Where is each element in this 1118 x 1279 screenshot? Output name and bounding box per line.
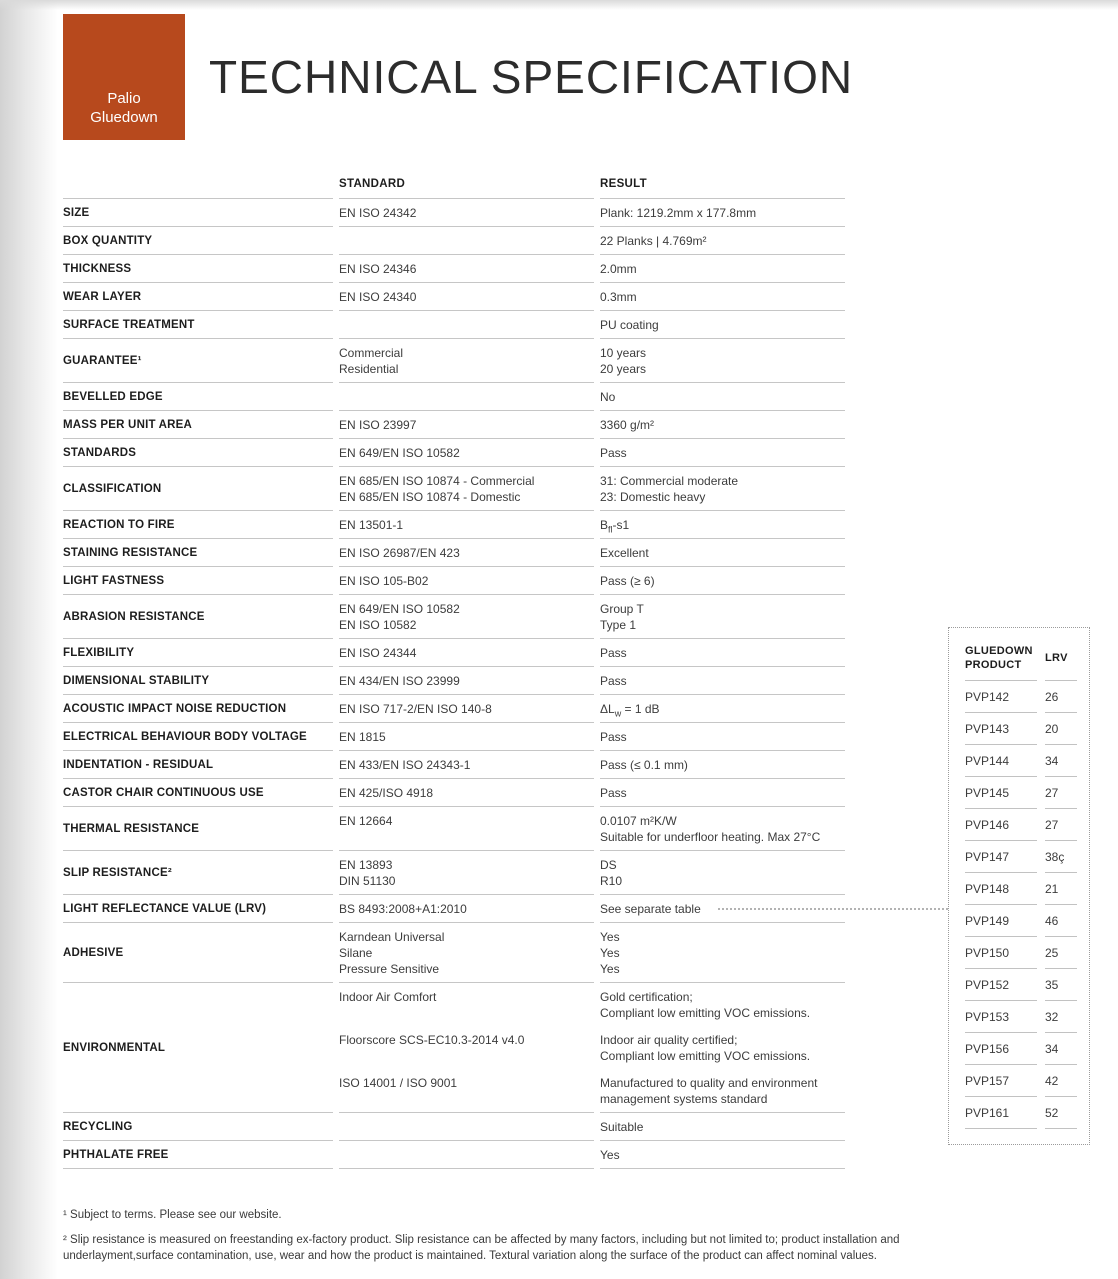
standard-value: Residential — [339, 362, 399, 376]
result-value: See separate table — [600, 902, 701, 916]
lrv-value: 38ç — [1045, 841, 1077, 873]
lrv-row — [965, 681, 1077, 713]
standard-value: Floorscore SCS-EC10.3-2014 v4.0 — [339, 1033, 525, 1047]
result-cell — [600, 1113, 845, 1141]
lrv-value: 27 — [1045, 777, 1077, 809]
spec-row-label: FLEXIBILITY — [63, 639, 333, 667]
lrv-product: PVP157 — [965, 1065, 1037, 1097]
result-value: Manufactured to quality and environment — [600, 1076, 818, 1090]
lrv-value: 25 — [1045, 937, 1077, 969]
standard-cell — [339, 1141, 594, 1169]
standard-value: ISO 14001 / ISO 9001 — [339, 1076, 458, 1090]
spec-row-label: REACTION TO FIRE — [63, 511, 333, 539]
page-title: TECHNICAL SPECIFICATION — [209, 51, 854, 103]
spec-row — [63, 467, 845, 511]
spec-row — [63, 639, 845, 667]
result-value: Compliant low emitting VOC emissions. — [600, 1049, 811, 1063]
lrv-row — [965, 969, 1077, 1001]
spec-row-label: ELECTRICAL BEHAVIOUR BODY VOLTAGE — [63, 723, 333, 751]
spec-row — [63, 895, 845, 923]
spec-row-label: SLIP RESISTANCE² — [63, 851, 333, 895]
lrv-value: 35 — [1045, 969, 1077, 1001]
standard-value: EN ISO 24340 — [339, 290, 417, 304]
result-value: 0.3mm — [600, 290, 637, 304]
spec-header-standard: STANDARD — [339, 176, 594, 199]
lrv-row — [965, 713, 1077, 745]
standard-value: EN ISO 26987/EN 423 — [339, 546, 460, 560]
result-cell — [600, 439, 845, 467]
result-value: 10 years — [600, 346, 647, 360]
standard-cell — [339, 851, 594, 895]
standard-value: Karndean Universal — [339, 930, 445, 944]
lrv-row — [965, 905, 1077, 937]
result-value: Yes — [600, 946, 620, 960]
result-value: Pass — [600, 446, 627, 460]
spec-row — [63, 751, 845, 779]
spec-row — [63, 255, 845, 283]
spec-row — [63, 779, 845, 807]
result-cell — [600, 807, 845, 851]
lrv-product: PVP152 — [965, 969, 1037, 1001]
result-value: Pass — [600, 786, 627, 800]
result-value: Gold certification; — [600, 990, 693, 1004]
spec-row-label: WEAR LAYER — [63, 283, 333, 311]
result-value: Indoor air quality certified; — [600, 1033, 738, 1047]
result-cell — [600, 751, 845, 779]
result-cell — [600, 255, 845, 283]
result-value: 22 Planks | 4.769m² — [600, 234, 707, 248]
result-value: Compliant low emitting VOC emissions. — [600, 1006, 811, 1020]
lrv-value: 52 — [1045, 1097, 1077, 1129]
standard-cell — [339, 667, 594, 695]
result-cell — [600, 983, 845, 1026]
lrv-product: PVP153 — [965, 1001, 1037, 1033]
standard-cell — [339, 695, 594, 723]
result-cell — [600, 199, 845, 227]
standard-value: EN 434/EN ISO 23999 — [339, 674, 460, 688]
standard-cell — [339, 723, 594, 751]
spec-row — [63, 199, 845, 227]
lrv-row — [965, 1065, 1077, 1097]
lrv-header-lrv: LRV — [1045, 640, 1077, 681]
spec-row-label: LIGHT FASTNESS — [63, 567, 333, 595]
standard-cell — [339, 539, 594, 567]
standard-value: EN 1815 — [339, 730, 386, 744]
page-edge-shade-top — [0, 0, 1118, 10]
result-cell — [600, 1026, 845, 1069]
footnote-1: ¹ Subject to terms. Please see our website. — [63, 1209, 282, 1221]
spec-row-label: THERMAL RESISTANCE — [63, 807, 333, 851]
result-value: Type 1 — [600, 618, 637, 632]
result-cell — [600, 567, 845, 595]
lrv-value: 34 — [1045, 745, 1077, 777]
spec-row — [63, 567, 845, 595]
spec-table — [63, 176, 845, 1169]
lrv-product: PVP148 — [965, 873, 1037, 905]
lrv-row — [965, 809, 1077, 841]
result-value: Yes — [600, 962, 620, 976]
standard-cell — [339, 1113, 594, 1141]
standard-cell — [339, 1069, 594, 1113]
result-value: No — [600, 390, 616, 404]
spec-row — [63, 439, 845, 467]
standard-cell — [339, 411, 594, 439]
lrv-value: 42 — [1045, 1065, 1077, 1097]
result-cell — [600, 227, 845, 255]
spec-table-body — [63, 199, 845, 1169]
standard-value: EN 425/ISO 4918 — [339, 786, 434, 800]
spec-row-label: ABRASION RESISTANCE — [63, 595, 333, 639]
standard-cell — [339, 983, 594, 1026]
result-value: Pass — [600, 674, 627, 688]
standard-value: EN ISO 24346 — [339, 262, 417, 276]
standard-cell — [339, 311, 594, 339]
spec-row — [63, 511, 845, 539]
standard-value: EN 649/EN ISO 10582 — [339, 446, 460, 460]
standard-cell — [339, 339, 594, 383]
standard-value: EN ISO 105-B02 — [339, 574, 429, 588]
standard-cell — [339, 199, 594, 227]
result-value: DS — [600, 858, 617, 872]
standard-value: EN 649/EN ISO 10582 — [339, 602, 460, 616]
result-cell — [600, 467, 845, 511]
spec-row-label: CASTOR CHAIR CONTINUOUS USE — [63, 779, 333, 807]
result-value: 31: Commercial moderate — [600, 474, 739, 488]
spec-row — [63, 595, 845, 639]
result-value: PU coating — [600, 318, 659, 332]
standard-value: EN 12664 — [339, 814, 393, 828]
lrv-product: PVP149 — [965, 905, 1037, 937]
standard-cell — [339, 283, 594, 311]
result-cell — [600, 779, 845, 807]
result-value: $B_{fl}-s1$ — [600, 518, 630, 535]
spec-row — [63, 807, 845, 851]
lrv-header-product: GLUEDOWN PRODUCT — [965, 640, 1037, 681]
result-value: Plank: 1219.2mm x 177.8mm — [600, 206, 757, 220]
standard-value: EN 13893 — [339, 858, 393, 872]
lrv-value: 21 — [1045, 873, 1077, 905]
result-value: Yes — [600, 1148, 620, 1162]
brand-logo-line1: Palio — [107, 90, 141, 107]
spec-row-label: BOX QUANTITY — [63, 227, 333, 255]
standard-value: Commercial — [339, 346, 404, 360]
lrv-value: 27 — [1045, 809, 1077, 841]
spec-row — [63, 851, 845, 895]
result-value: 0.0107 m²K/W — [600, 814, 677, 828]
lrv-product: PVP147 — [965, 841, 1037, 873]
standard-value: EN ISO 24342 — [339, 206, 417, 220]
spec-row-label: LIGHT REFLECTANCE VALUE (LRV) — [63, 895, 333, 923]
lrv-product: PVP156 — [965, 1033, 1037, 1065]
spec-row-label: MASS PER UNIT AREA — [63, 411, 333, 439]
spec-row-label: THICKNESS — [63, 255, 333, 283]
spec-row-label: STAINING RESISTANCE — [63, 539, 333, 567]
result-cell — [600, 851, 845, 895]
spec-row — [63, 923, 845, 983]
spec-row — [63, 983, 845, 1113]
result-cell — [600, 539, 845, 567]
standard-cell — [339, 1026, 594, 1069]
standard-value: EN ISO 23997 — [339, 418, 417, 432]
spec-row-label: ADHESIVE — [63, 923, 333, 983]
lrv-header-row — [965, 640, 1077, 681]
standard-value: EN ISO 717-2/EN ISO 140-8 — [339, 702, 492, 716]
lrv-value: 32 — [1045, 1001, 1077, 1033]
lrv-value: 34 — [1045, 1033, 1077, 1065]
lrv-table — [948, 627, 1090, 1145]
result-value: Pass (≤ 0.1 mm) — [600, 758, 688, 772]
standard-cell — [339, 383, 594, 411]
standard-cell — [339, 467, 594, 511]
standard-value: EN 13501-1 — [339, 518, 404, 532]
result-value: 3360 g/m² — [600, 418, 655, 432]
standard-value: Indoor Air Comfort — [339, 990, 437, 1004]
standard-value: Pressure Sensitive — [339, 962, 440, 976]
result-value: Suitable for underfloor heating. Max 27°C — [600, 830, 821, 844]
result-value: Pass — [600, 730, 627, 744]
result-value: Yes — [600, 930, 620, 944]
result-cell — [600, 311, 845, 339]
lrv-product: PVP161 — [965, 1097, 1037, 1129]
spec-row — [63, 411, 845, 439]
footnote-2: ² Slip resistance is measured on freestanding ex-factory product. Slip resistance can be affected by many factors, including but not limited to; product installation and underlayment,surface contamination, use, wear and how the product is maintained. Textural variation along the surface of the product can affect nominal values. — [63, 1234, 900, 1262]
standard-cell — [339, 779, 594, 807]
spec-row-label: STANDARDS — [63, 439, 333, 467]
spec-row — [63, 227, 845, 255]
result-cell — [600, 339, 845, 383]
lrv-row — [965, 873, 1077, 905]
page-edge-shade-left — [0, 0, 58, 1279]
standard-cell — [339, 807, 594, 851]
result-value: Pass — [600, 646, 627, 660]
result-cell — [600, 723, 845, 751]
spec-row-label: CLASSIFICATION — [63, 467, 333, 511]
result-cell — [600, 695, 845, 723]
spec-row — [63, 311, 845, 339]
spec-row — [63, 383, 845, 411]
standard-cell — [339, 511, 594, 539]
spec-row — [63, 1141, 845, 1169]
lrv-row — [965, 777, 1077, 809]
brand-logo — [63, 14, 185, 140]
lrv-row — [965, 1033, 1077, 1065]
result-cell — [600, 511, 845, 539]
result-value: management systems standard — [600, 1092, 768, 1106]
lrv-row — [965, 1097, 1077, 1129]
result-cell — [600, 283, 845, 311]
lrv-product: PVP150 — [965, 937, 1037, 969]
spec-row-label: DIMENSIONAL STABILITY — [63, 667, 333, 695]
standard-cell — [339, 255, 594, 283]
lrv-product: PVP143 — [965, 713, 1037, 745]
standard-cell — [339, 895, 594, 923]
standard-value: EN 685/EN ISO 10874 - Commercial — [339, 474, 535, 488]
lrv-value: 20 — [1045, 713, 1077, 745]
standard-cell — [339, 439, 594, 467]
result-value: Group T — [600, 602, 644, 616]
spec-row — [63, 723, 845, 751]
spec-header-result: RESULT — [600, 176, 845, 199]
standard-value: Silane — [339, 946, 373, 960]
standard-value: EN ISO 24344 — [339, 646, 417, 660]
brand-logo-line2: Gluedown — [90, 109, 158, 126]
spec-row-label: BEVELLED EDGE — [63, 383, 333, 411]
spec-row-label: PHTHALATE FREE — [63, 1141, 333, 1169]
lrv-product: PVP142 — [965, 681, 1037, 713]
spec-row-label: SURFACE TREATMENT — [63, 311, 333, 339]
lrv-product: PVP146 — [965, 809, 1037, 841]
lrv-product: PVP145 — [965, 777, 1037, 809]
standard-value: EN 433/EN ISO 24343-1 — [339, 758, 471, 772]
result-cell — [600, 595, 845, 639]
standard-cell — [339, 567, 594, 595]
lrv-row — [965, 841, 1077, 873]
result-cell — [600, 923, 845, 983]
result-value: 2.0mm — [600, 262, 637, 276]
result-cell — [600, 1141, 845, 1169]
result-cell — [600, 411, 845, 439]
spec-row — [63, 339, 845, 383]
spec-row-label: SIZE — [63, 199, 333, 227]
spec-row-label: GUARANTEE¹ — [63, 339, 333, 383]
result-cell — [600, 639, 845, 667]
standard-value: EN ISO 10582 — [339, 618, 417, 632]
lrv-row — [965, 937, 1077, 969]
standard-cell — [339, 227, 594, 255]
spec-row-label: RECYCLING — [63, 1113, 333, 1141]
lrv-table-body — [965, 681, 1077, 1129]
spec-row-label: ACOUSTIC IMPACT NOISE REDUCTION — [63, 695, 333, 723]
lrv-row — [965, 1001, 1077, 1033]
spec-row — [63, 539, 845, 567]
lrv-value: 46 — [1045, 905, 1077, 937]
result-cell — [600, 667, 845, 695]
result-cell — [600, 1069, 845, 1113]
result-value: 20 years — [600, 362, 647, 376]
result-value: Excellent — [600, 546, 649, 560]
result-cell — [600, 383, 845, 411]
spec-row-label: INDENTATION - RESIDUAL — [63, 751, 333, 779]
spec-row — [63, 1113, 845, 1141]
result-value: Suitable — [600, 1120, 644, 1134]
result-value: Pass (≥ 6) — [600, 574, 655, 588]
standard-value: EN 685/EN ISO 10874 - Domestic — [339, 490, 521, 504]
spec-row — [63, 283, 845, 311]
lrv-row — [965, 745, 1077, 777]
lrv-product: PVP144 — [965, 745, 1037, 777]
spec-row — [63, 695, 845, 723]
standard-cell — [339, 595, 594, 639]
spec-row-label: ENVIRONMENTAL — [63, 983, 333, 1113]
result-value: $\Delta L_w = 1$ dB — [600, 702, 660, 719]
standard-cell — [339, 923, 594, 983]
standard-cell — [339, 751, 594, 779]
result-value: R10 — [600, 874, 623, 888]
standard-value: BS 8493:2008+A1:2010 — [339, 902, 467, 916]
result-value: 23: Domestic heavy — [600, 490, 706, 504]
dotted-connector-line — [718, 908, 948, 910]
spec-table-header-row — [63, 176, 845, 199]
footnotes — [63, 1207, 1003, 1273]
spec-row — [63, 667, 845, 695]
lrv-value: 26 — [1045, 681, 1077, 713]
standard-value: DIN 51130 — [339, 874, 396, 888]
standard-cell — [339, 639, 594, 667]
spec-header-spacer — [63, 176, 333, 199]
